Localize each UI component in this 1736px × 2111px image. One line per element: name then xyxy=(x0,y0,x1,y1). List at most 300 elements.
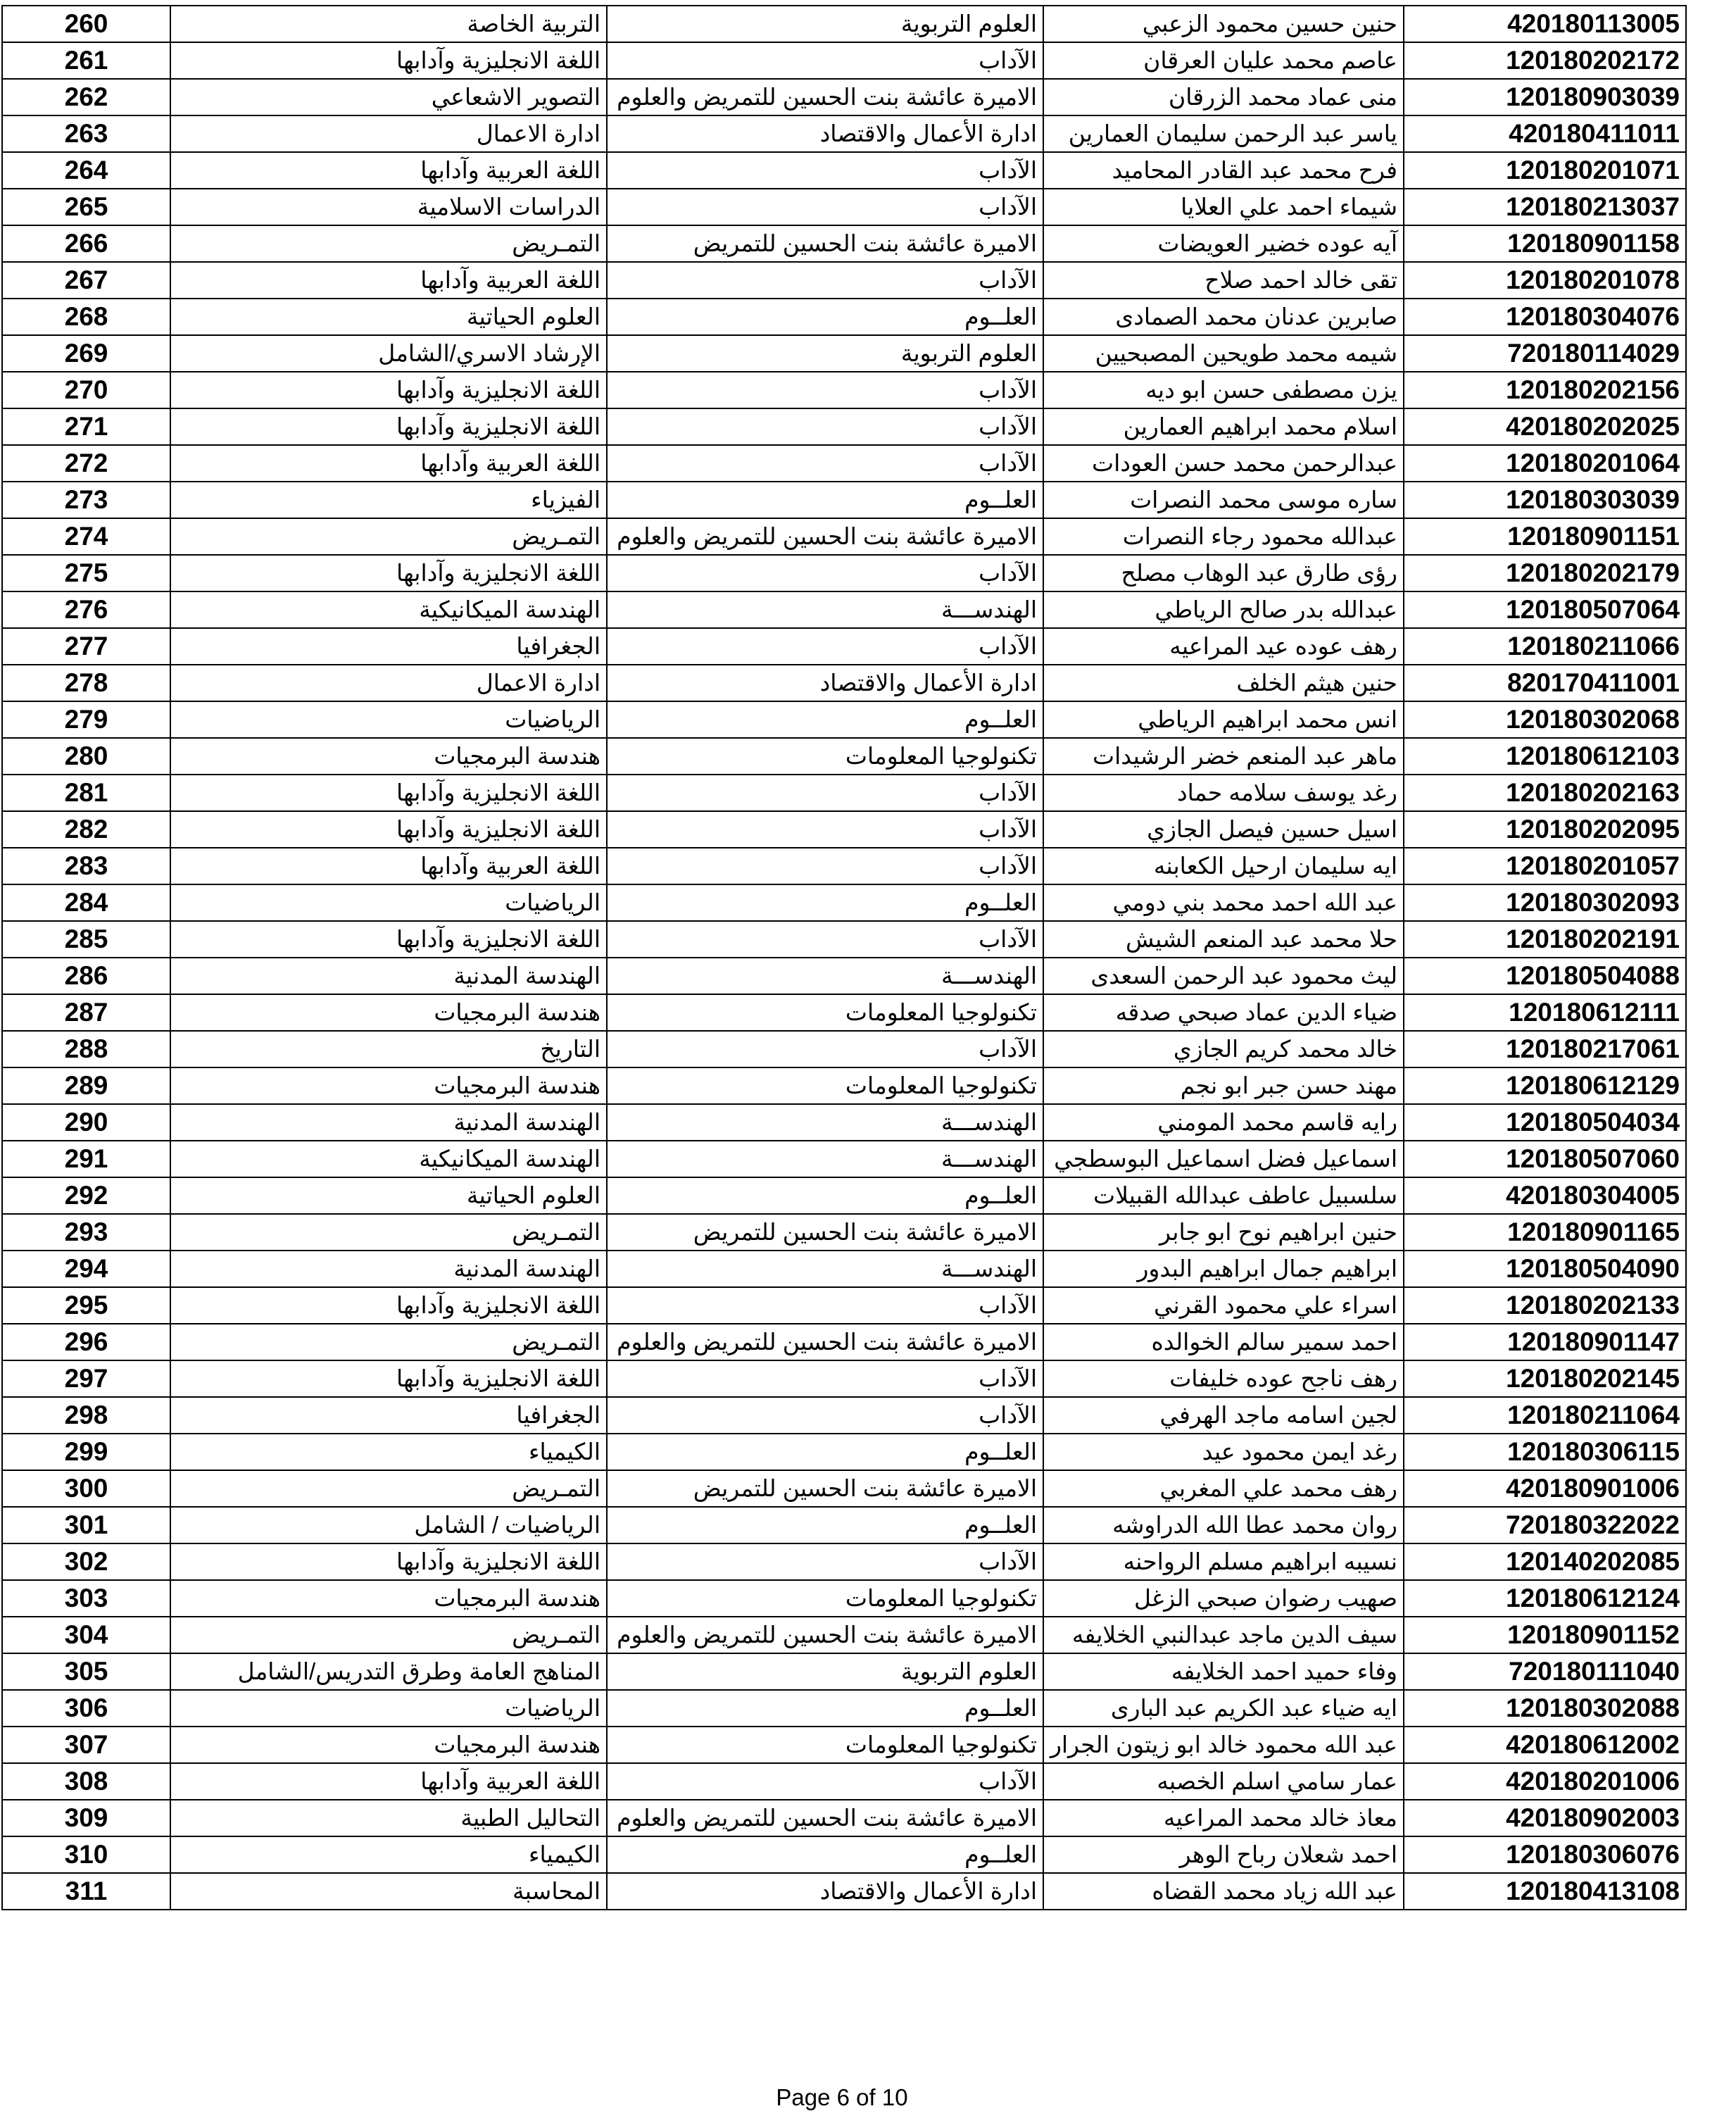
table-row xyxy=(2,1397,1686,1434)
faculty-cell: الآداب xyxy=(607,408,1043,445)
student-name-cell: احمد شعلان رباح الوهر xyxy=(1043,1836,1404,1873)
specialization-cell: اللغة العربية وآدابها xyxy=(170,152,607,189)
table-row xyxy=(2,994,1686,1031)
specialization-cell: اللغة الانجليزية وآدابها xyxy=(170,921,607,958)
faculty-cell: تكنولوجيا المعلومات xyxy=(607,1067,1043,1104)
faculty-cell: العلــوم xyxy=(607,701,1043,738)
faculty-cell: الآداب xyxy=(607,372,1043,408)
student-name-cell: عبدالله محمود رجاء النصرات xyxy=(1043,518,1404,555)
faculty-cell: العلــوم xyxy=(607,1690,1043,1727)
faculty-cell: العلوم التربوية xyxy=(607,1653,1043,1690)
student-name-cell: رايه قاسم محمد المومني xyxy=(1043,1104,1404,1141)
row-number-cell: 299 xyxy=(2,1434,170,1470)
table-row xyxy=(2,738,1686,775)
student-name-cell: رهف عوده عيد المراعيه xyxy=(1043,628,1404,665)
student-number-cell: 120180413108 xyxy=(1404,1873,1686,1910)
row-number-cell: 302 xyxy=(2,1543,170,1580)
student-number-cell: 120180201071 xyxy=(1404,152,1686,189)
student-number-cell: 120180507064 xyxy=(1404,591,1686,628)
faculty-cell: الآداب xyxy=(607,1031,1043,1067)
student-number-cell: 720180322022 xyxy=(1404,1507,1686,1543)
table-row xyxy=(2,115,1686,152)
table-row xyxy=(2,1104,1686,1141)
row-number-cell: 303 xyxy=(2,1580,170,1617)
row-number-cell: 307 xyxy=(2,1727,170,1763)
row-number-cell: 284 xyxy=(2,884,170,921)
specialization-cell: اللغة العربية وآدابها xyxy=(170,445,607,482)
specialization-cell: ادارة الاعمال xyxy=(170,665,607,701)
student-number-cell: 120180302088 xyxy=(1404,1690,1686,1727)
row-number-cell: 311 xyxy=(2,1873,170,1910)
row-number-cell: 270 xyxy=(2,372,170,408)
student-number-cell: 120180612129 xyxy=(1404,1067,1686,1104)
student-table-body xyxy=(2,6,1686,1910)
specialization-cell: الرياضيات / الشامل xyxy=(170,1507,607,1543)
row-number-cell: 260 xyxy=(2,6,170,42)
row-number-cell: 298 xyxy=(2,1397,170,1434)
specialization-cell: العلوم الحياتية xyxy=(170,1177,607,1214)
specialization-cell: الفيزياء xyxy=(170,482,607,518)
faculty-cell: العلــوم xyxy=(607,1177,1043,1214)
faculty-cell: الآداب xyxy=(607,1287,1043,1324)
student-number-cell: 120180901147 xyxy=(1404,1324,1686,1360)
table-row xyxy=(2,1031,1686,1067)
row-number-cell: 280 xyxy=(2,738,170,775)
student-number-cell: 120180504088 xyxy=(1404,958,1686,994)
row-number-cell: 279 xyxy=(2,701,170,738)
student-name-cell: ابراهيم جمال ابراهيم البدور xyxy=(1043,1251,1404,1287)
student-number-cell: 120180202179 xyxy=(1404,555,1686,591)
student-number-cell: 120180901165 xyxy=(1404,1214,1686,1251)
student-name-cell: اسماعيل فضل اسماعيل البوسطجي xyxy=(1043,1141,1404,1177)
student-number-cell: 420180202025 xyxy=(1404,408,1686,445)
specialization-cell: اللغة الانجليزية وآدابها xyxy=(170,372,607,408)
faculty-cell: الاميرة عائشة بنت الحسين للتمريض والعلوم xyxy=(607,1617,1043,1653)
specialization-cell: التمـريض xyxy=(170,225,607,262)
student-name-cell: صابرين عدنان محمد الصمادى xyxy=(1043,299,1404,335)
student-number-cell: 120180201057 xyxy=(1404,848,1686,884)
row-number-cell: 297 xyxy=(2,1360,170,1397)
student-name-cell: عبد الله محمود خالد ابو زيتون الجرار xyxy=(1043,1727,1404,1763)
student-name-cell: حنين ابراهيم نوح ابو جابر xyxy=(1043,1214,1404,1251)
student-name-cell: اسلام محمد ابراهيم العمارين xyxy=(1043,408,1404,445)
faculty-cell: الاميرة عائشة بنت الحسين للتمريض xyxy=(607,1470,1043,1507)
student-number-cell: 120180507060 xyxy=(1404,1141,1686,1177)
faculty-cell: الآداب xyxy=(607,42,1043,79)
faculty-cell: العلــوم xyxy=(607,1434,1043,1470)
specialization-cell: الكيمياء xyxy=(170,1434,607,1470)
table-row xyxy=(2,1727,1686,1763)
specialization-cell: اللغة العربية وآدابها xyxy=(170,1763,607,1800)
table-row xyxy=(2,1873,1686,1910)
specialization-cell: اللغة الانجليزية وآدابها xyxy=(170,811,607,848)
row-number-cell: 281 xyxy=(2,775,170,811)
specialization-cell: ادارة الاعمال xyxy=(170,115,607,152)
student-number-cell: 120180202145 xyxy=(1404,1360,1686,1397)
table-row xyxy=(2,262,1686,299)
row-number-cell: 304 xyxy=(2,1617,170,1653)
table-row xyxy=(2,665,1686,701)
table-row xyxy=(2,1141,1686,1177)
student-number-cell: 120180202172 xyxy=(1404,42,1686,79)
row-number-cell: 300 xyxy=(2,1470,170,1507)
student-number-cell: 120180202156 xyxy=(1404,372,1686,408)
faculty-cell: الاميرة عائشة بنت الحسين للتمريض xyxy=(607,225,1043,262)
table-row xyxy=(2,1836,1686,1873)
faculty-cell: الاميرة عائشة بنت الحسين للتمريض والعلوم xyxy=(607,518,1043,555)
student-name-cell: ايه سليمان ارحيل الكعابنه xyxy=(1043,848,1404,884)
row-number-cell: 295 xyxy=(2,1287,170,1324)
student-number-cell: 120180211066 xyxy=(1404,628,1686,665)
faculty-cell: الهندســـة xyxy=(607,958,1043,994)
row-number-cell: 261 xyxy=(2,42,170,79)
faculty-cell: تكنولوجيا المعلومات xyxy=(607,1580,1043,1617)
faculty-cell: الآداب xyxy=(607,445,1043,482)
row-number-cell: 286 xyxy=(2,958,170,994)
table-row xyxy=(2,42,1686,79)
student-name-cell: آيه عوده خضير العويضات xyxy=(1043,225,1404,262)
specialization-cell: الرياضيات xyxy=(170,884,607,921)
faculty-cell: الآداب xyxy=(607,189,1043,225)
student-name-cell: لجين اسامه ماجد الهرفي xyxy=(1043,1397,1404,1434)
specialization-cell: اللغة الانجليزية وآدابها xyxy=(170,42,607,79)
faculty-cell: تكنولوجيا المعلومات xyxy=(607,738,1043,775)
row-number-cell: 271 xyxy=(2,408,170,445)
student-number-cell: 120180901151 xyxy=(1404,518,1686,555)
student-number-cell: 120180901158 xyxy=(1404,225,1686,262)
row-number-cell: 275 xyxy=(2,555,170,591)
row-number-cell: 267 xyxy=(2,262,170,299)
student-number-cell: 120180217061 xyxy=(1404,1031,1686,1067)
table-row xyxy=(2,1324,1686,1360)
specialization-cell: الإرشاد الاسري/الشامل xyxy=(170,335,607,372)
student-number-cell: 720180114029 xyxy=(1404,335,1686,372)
row-number-cell: 294 xyxy=(2,1251,170,1287)
specialization-cell: الرياضيات xyxy=(170,1690,607,1727)
student-name-cell: نسيبه ابراهيم مسلم الرواحنه xyxy=(1043,1543,1404,1580)
row-number-cell: 287 xyxy=(2,994,170,1031)
specialization-cell: اللغة الانجليزية وآدابها xyxy=(170,555,607,591)
student-number-cell: 120180504090 xyxy=(1404,1251,1686,1287)
row-number-cell: 301 xyxy=(2,1507,170,1543)
row-number-cell: 310 xyxy=(2,1836,170,1873)
faculty-cell: الاميرة عائشة بنت الحسين للتمريض والعلوم xyxy=(607,1800,1043,1836)
student-number-cell: 120180903039 xyxy=(1404,79,1686,115)
student-number-cell: 120180202095 xyxy=(1404,811,1686,848)
row-number-cell: 290 xyxy=(2,1104,170,1141)
student-name-cell: حنين حسين محمود الزعبي xyxy=(1043,6,1404,42)
student-name-cell: رغد يوسف سلامه حماد xyxy=(1043,775,1404,811)
table-row xyxy=(2,482,1686,518)
faculty-cell: ادارة الأعمال والاقتصاد xyxy=(607,1873,1043,1910)
row-number-cell: 264 xyxy=(2,152,170,189)
student-number-cell: 120180304076 xyxy=(1404,299,1686,335)
table-row xyxy=(2,408,1686,445)
faculty-cell: العلوم التربوية xyxy=(607,335,1043,372)
student-name-cell: عبد الله زياد محمد القضاه xyxy=(1043,1873,1404,1910)
student-number-cell: 120180504034 xyxy=(1404,1104,1686,1141)
specialization-cell: التمـريض xyxy=(170,1324,607,1360)
student-name-cell: رؤى طارق عبد الوهاب مصلح xyxy=(1043,555,1404,591)
row-number-cell: 274 xyxy=(2,518,170,555)
student-number-cell: 120180211064 xyxy=(1404,1397,1686,1434)
faculty-cell: الآداب xyxy=(607,1763,1043,1800)
table-row xyxy=(2,1800,1686,1836)
student-number-cell: 120180612124 xyxy=(1404,1580,1686,1617)
specialization-cell: اللغة الانجليزية وآدابها xyxy=(170,775,607,811)
table-row xyxy=(2,518,1686,555)
specialization-cell: هندسة البرمجيات xyxy=(170,1580,607,1617)
table-row xyxy=(2,1763,1686,1800)
student-number-cell: 120180213037 xyxy=(1404,189,1686,225)
student-name-cell: معاذ خالد محمد المراعيه xyxy=(1043,1800,1404,1836)
student-number-cell: 120180201078 xyxy=(1404,262,1686,299)
row-number-cell: 265 xyxy=(2,189,170,225)
student-name-cell: شيمه محمد طويحين المصبحيين xyxy=(1043,335,1404,372)
row-number-cell: 308 xyxy=(2,1763,170,1800)
faculty-cell: الآداب xyxy=(607,811,1043,848)
row-number-cell: 277 xyxy=(2,628,170,665)
table-row xyxy=(2,591,1686,628)
row-number-cell: 269 xyxy=(2,335,170,372)
student-number-cell: 420180304005 xyxy=(1404,1177,1686,1214)
table-row xyxy=(2,811,1686,848)
student-number-cell: 820170411001 xyxy=(1404,665,1686,701)
faculty-cell: الاميرة عائشة بنت الحسين للتمريض والعلوم xyxy=(607,79,1043,115)
row-number-cell: 289 xyxy=(2,1067,170,1104)
faculty-cell: الهندســـة xyxy=(607,1251,1043,1287)
faculty-cell: الاميرة عائشة بنت الحسين للتمريض xyxy=(607,1214,1043,1251)
specialization-cell: اللغة الانجليزية وآدابها xyxy=(170,1360,607,1397)
table-row xyxy=(2,555,1686,591)
student-number-cell: 120180202191 xyxy=(1404,921,1686,958)
student-name-cell: روان محمد عطا الله الدراوشه xyxy=(1043,1507,1404,1543)
student-number-cell: 120180201064 xyxy=(1404,445,1686,482)
specialization-cell: التحاليل الطبية xyxy=(170,1800,607,1836)
row-number-cell: 296 xyxy=(2,1324,170,1360)
student-name-cell: حلا محمد عبد المنعم الشيش xyxy=(1043,921,1404,958)
table-row xyxy=(2,1287,1686,1324)
student-name-cell: ليث محمود عبد الرحمن السعدى xyxy=(1043,958,1404,994)
specialization-cell: التمـريض xyxy=(170,518,607,555)
specialization-cell: اللغة الانجليزية وآدابها xyxy=(170,1287,607,1324)
student-name-cell: وفاء حميد احمد الخلايفه xyxy=(1043,1653,1404,1690)
row-number-cell: 309 xyxy=(2,1800,170,1836)
student-name-cell: انس محمد ابراهيم الرياطي xyxy=(1043,701,1404,738)
student-name-cell: يزن مصطفى حسن ابو ديه xyxy=(1043,372,1404,408)
specialization-cell: العلوم الحياتية xyxy=(170,299,607,335)
faculty-cell: الآداب xyxy=(607,848,1043,884)
faculty-cell: تكنولوجيا المعلومات xyxy=(607,994,1043,1031)
student-name-cell: رهف ناجح عوده خليفات xyxy=(1043,1360,1404,1397)
student-number-cell: 720180111040 xyxy=(1404,1653,1686,1690)
student-name-cell: رغد ايمن محمود عيد xyxy=(1043,1434,1404,1470)
row-number-cell: 285 xyxy=(2,921,170,958)
row-number-cell: 292 xyxy=(2,1177,170,1214)
table-row xyxy=(2,225,1686,262)
student-name-cell: عبدالله بدر صالح الرياطي xyxy=(1043,591,1404,628)
student-number-cell: 120180202163 xyxy=(1404,775,1686,811)
table-row xyxy=(2,921,1686,958)
student-number-cell: 120180901152 xyxy=(1404,1617,1686,1653)
row-number-cell: 306 xyxy=(2,1690,170,1727)
table-row xyxy=(2,1214,1686,1251)
faculty-cell: ادارة الأعمال والاقتصاد xyxy=(607,665,1043,701)
table-row xyxy=(2,1177,1686,1214)
student-name-cell: فرح محمد عبد القادر المحاميد xyxy=(1043,152,1404,189)
table-row xyxy=(2,335,1686,372)
student-name-cell: شيماء احمد علي العلايا xyxy=(1043,189,1404,225)
student-table xyxy=(1,5,1687,1910)
table-row xyxy=(2,299,1686,335)
specialization-cell: الهندسة المدنية xyxy=(170,1104,607,1141)
student-name-cell: اسيل حسين فيصل الجازي xyxy=(1043,811,1404,848)
row-number-cell: 268 xyxy=(2,299,170,335)
student-number-cell: 120180612111 xyxy=(1404,994,1686,1031)
student-name-cell: رهف محمد علي المغربي xyxy=(1043,1470,1404,1507)
student-number-cell: 120180612103 xyxy=(1404,738,1686,775)
table-row xyxy=(2,848,1686,884)
specialization-cell: اللغة العربية وآدابها xyxy=(170,848,607,884)
faculty-cell: العلــوم xyxy=(607,299,1043,335)
table-row xyxy=(2,189,1686,225)
specialization-cell: التمـريض xyxy=(170,1214,607,1251)
table-row xyxy=(2,372,1686,408)
student-number-cell: 420180201006 xyxy=(1404,1763,1686,1800)
row-number-cell: 282 xyxy=(2,811,170,848)
faculty-cell: تكنولوجيا المعلومات xyxy=(607,1727,1043,1763)
table-row xyxy=(2,1251,1686,1287)
faculty-cell: الآداب xyxy=(607,1543,1043,1580)
row-number-cell: 291 xyxy=(2,1141,170,1177)
row-number-cell: 278 xyxy=(2,665,170,701)
row-number-cell: 262 xyxy=(2,79,170,115)
student-name-cell: تقى خالد احمد صلاح xyxy=(1043,262,1404,299)
specialization-cell: اللغة الانجليزية وآدابها xyxy=(170,408,607,445)
student-name-cell: احمد سمير سالم الخوالده xyxy=(1043,1324,1404,1360)
student-number-cell: 120180202133 xyxy=(1404,1287,1686,1324)
specialization-cell: الكيمياء xyxy=(170,1836,607,1873)
specialization-cell: الرياضيات xyxy=(170,701,607,738)
specialization-cell: اللغة العربية وآدابها xyxy=(170,262,607,299)
table-row xyxy=(2,1543,1686,1580)
student-number-cell: 420180612002 xyxy=(1404,1727,1686,1763)
student-name-cell: عبد الله احمد محمد بني دومي xyxy=(1043,884,1404,921)
table-row xyxy=(2,884,1686,921)
row-number-cell: 272 xyxy=(2,445,170,482)
table-row xyxy=(2,1470,1686,1507)
table-row xyxy=(2,445,1686,482)
table-row xyxy=(2,1360,1686,1397)
row-number-cell: 263 xyxy=(2,115,170,152)
student-name-cell: منى عماد محمد الزرقان xyxy=(1043,79,1404,115)
specialization-cell: هندسة البرمجيات xyxy=(170,738,607,775)
faculty-cell: الآداب xyxy=(607,775,1043,811)
table-row xyxy=(2,152,1686,189)
faculty-cell: الهندســـة xyxy=(607,1104,1043,1141)
faculty-cell: ادارة الأعمال والاقتصاد xyxy=(607,115,1043,152)
student-number-cell: 120180302093 xyxy=(1404,884,1686,921)
specialization-cell: هندسة البرمجيات xyxy=(170,1067,607,1104)
table-row xyxy=(2,1653,1686,1690)
specialization-cell: التمـريض xyxy=(170,1470,607,1507)
specialization-cell: الهندسة الميكانيكية xyxy=(170,1141,607,1177)
faculty-cell: الاميرة عائشة بنت الحسين للتمريض والعلوم xyxy=(607,1324,1043,1360)
specialization-cell: الهندسة المدنية xyxy=(170,958,607,994)
page-number: Page 6 of 10 xyxy=(776,2084,908,2110)
student-name-cell: اسراء علي محمود القرني xyxy=(1043,1287,1404,1324)
student-number-cell: 420180411011 xyxy=(1404,115,1686,152)
student-name-cell: سلسبيل عاطف عبدالله القبيلات xyxy=(1043,1177,1404,1214)
student-name-cell: صهيب رضوان صبحي الزغل xyxy=(1043,1580,1404,1617)
specialization-cell: الدراسات الاسلامية xyxy=(170,189,607,225)
specialization-cell: هندسة البرمجيات xyxy=(170,1727,607,1763)
specialization-cell: الجغرافيا xyxy=(170,1397,607,1434)
table-row xyxy=(2,1617,1686,1653)
specialization-cell: الجغرافيا xyxy=(170,628,607,665)
faculty-cell: العلــوم xyxy=(607,1836,1043,1873)
student-number-cell: 120180302068 xyxy=(1404,701,1686,738)
faculty-cell: الهندســـة xyxy=(607,591,1043,628)
table-row xyxy=(2,1507,1686,1543)
table-row xyxy=(2,79,1686,115)
specialization-cell: التصوير الاشعاعي xyxy=(170,79,607,115)
student-name-cell: ضياء الدين عماد صبحي صدقه xyxy=(1043,994,1404,1031)
row-number-cell: 288 xyxy=(2,1031,170,1067)
faculty-cell: الآداب xyxy=(607,555,1043,591)
student-number-cell: 420180113005 xyxy=(1404,6,1686,42)
faculty-cell: العلــوم xyxy=(607,482,1043,518)
table-row xyxy=(2,701,1686,738)
faculty-cell: العلــوم xyxy=(607,1507,1043,1543)
student-number-cell: 120180306076 xyxy=(1404,1836,1686,1873)
specialization-cell: التربية الخاصة xyxy=(170,6,607,42)
faculty-cell: الآداب xyxy=(607,262,1043,299)
student-number-cell: 420180901006 xyxy=(1404,1470,1686,1507)
table-row xyxy=(2,1580,1686,1617)
student-name-cell: عاصم محمد عليان العرقان xyxy=(1043,42,1404,79)
specialization-cell: الهندسة المدنية xyxy=(170,1251,607,1287)
row-number-cell: 293 xyxy=(2,1214,170,1251)
specialization-cell: التمـريض xyxy=(170,1617,607,1653)
faculty-cell: العلوم التربوية xyxy=(607,6,1043,42)
row-number-cell: 283 xyxy=(2,848,170,884)
student-name-cell: سيف الدين ماجد عبدالنبي الخلايفه xyxy=(1043,1617,1404,1653)
specialization-cell: المناهج العامة وطرق التدريس/الشامل xyxy=(170,1653,607,1690)
row-number-cell: 273 xyxy=(2,482,170,518)
faculty-cell: الآداب xyxy=(607,152,1043,189)
faculty-cell: الآداب xyxy=(607,921,1043,958)
table-row xyxy=(2,1434,1686,1470)
faculty-cell: الآداب xyxy=(607,1397,1043,1434)
student-name-cell: مهند حسن جبر ابو نجم xyxy=(1043,1067,1404,1104)
student-name-cell: خالد محمد كريم الجازي xyxy=(1043,1031,1404,1067)
row-number-cell: 266 xyxy=(2,225,170,262)
specialization-cell: اللغة الانجليزية وآدابها xyxy=(170,1543,607,1580)
student-name-cell: عمار سامي اسلم الخصبه xyxy=(1043,1763,1404,1800)
specialization-cell: المحاسبة xyxy=(170,1873,607,1910)
student-number-cell: 120180306115 xyxy=(1404,1434,1686,1470)
row-number-cell: 305 xyxy=(2,1653,170,1690)
table-row xyxy=(2,1690,1686,1727)
table-row xyxy=(2,958,1686,994)
student-name-cell: عبدالرحمن محمد حسن العودات xyxy=(1043,445,1404,482)
faculty-cell: الآداب xyxy=(607,1360,1043,1397)
table-row xyxy=(2,628,1686,665)
student-number-cell: 120140202085 xyxy=(1404,1543,1686,1580)
student-name-cell: ياسر عبد الرحمن سليمان العمارين xyxy=(1043,115,1404,152)
specialization-cell: هندسة البرمجيات xyxy=(170,994,607,1031)
